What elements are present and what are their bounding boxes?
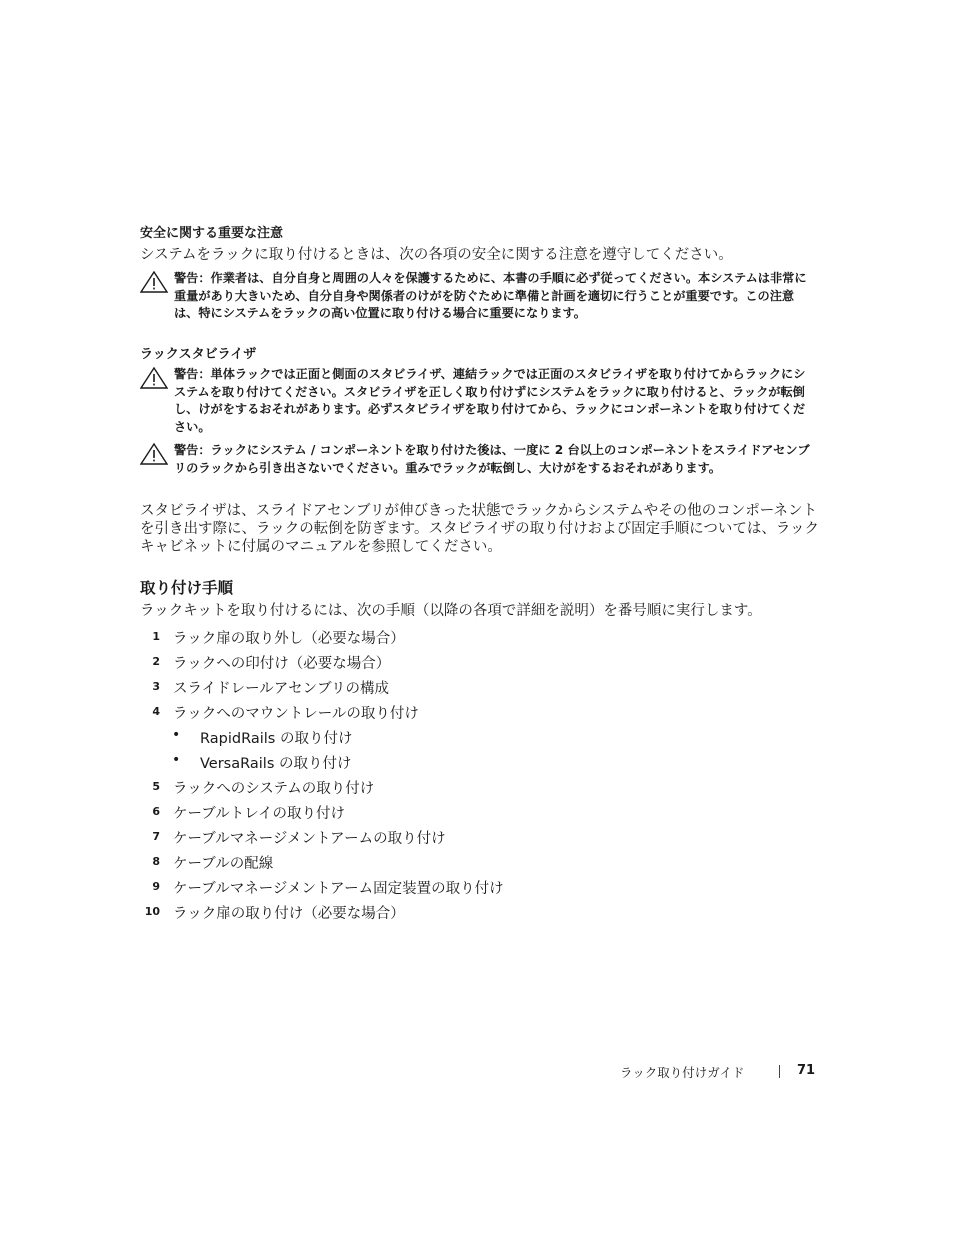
step-label: ケーブルトレイの取り付け: [173, 806, 345, 822]
footer-separator: [779, 1065, 780, 1078]
warning-triangle-icon: [140, 442, 168, 466]
step-label: ラック扉の取り付け（必要な場合）: [173, 906, 405, 922]
step-number: 8: [152, 855, 160, 868]
bullet-icon: •: [172, 727, 181, 743]
footer-section-title: ラック取り付けガイド: [620, 1065, 745, 1080]
safety-intro: システムをラックに取り付けるときは、次の各項の安全に関する注意を遵守してください。: [140, 247, 733, 263]
step-label: ラックへのマウントレールの取り付け: [173, 706, 419, 722]
step-number: 6: [152, 805, 160, 818]
sub-item-label: RapidRails の取り付け: [200, 731, 353, 747]
step-label: ラックへの印付け（必要な場合）: [173, 656, 391, 672]
warning-2: [140, 366, 820, 436]
warning-3: [140, 442, 820, 496]
step-label: ラック扉の取り外し（必要な場合）: [173, 631, 405, 647]
step-number: 9: [152, 880, 160, 893]
warning-triangle-icon: [140, 366, 168, 390]
step-number: 2: [152, 655, 160, 668]
procedure-heading: 取り付け手順: [140, 579, 234, 597]
page-number: 71: [797, 1063, 816, 1078]
stabilizer-heading: ラックスタビライザ: [140, 347, 257, 362]
sub-item-label: VersaRails の取り付け: [200, 756, 352, 772]
step-label: ラックへのシステムの取り付け: [173, 781, 375, 797]
safety-heading: 安全に関する重要な注意: [140, 226, 284, 241]
step-label: ケーブルマネージメントアームの取り付け: [173, 831, 446, 847]
warning-triangle-icon: [140, 270, 168, 294]
step-label: ケーブルマネージメントアーム固定装置の取り付け: [173, 881, 504, 897]
warning-3-text: 警告：ラックにシステム / コンポーネントを取り付けた後は、一度に 2 台以上のコンポーネントをスライドアセンブリのラックから引き出さないでください。重みでラックが転倒し、大けがをするおそれがあります。: [174, 443, 810, 475]
step-number: 4: [152, 705, 160, 718]
step-number: 1: [152, 630, 160, 643]
step-number: 10: [144, 905, 160, 918]
step-label: ケーブルの配線: [173, 856, 274, 872]
step-number: 3: [152, 680, 160, 693]
step-number: 7: [152, 830, 160, 843]
step-label: スライドレールアセンブリの構成: [173, 681, 390, 697]
procedure-intro: ラックキットを取り付けるには、次の手順（以降の各項で詳細を説明）を番号順に実行します。: [140, 603, 762, 619]
warning-2-text: 警告：単体ラックでは正面と側面のスタビライザ、連結ラックでは正面のスタビライザを取り付けてからラックにシステムを取り付けてください。スタビライザを正しく取り付けずにシステムをラックに取り付けると、ラックが転倒し、けがをするおそれがあります。必ずスタビライザを取り付けてから、ラックにコンポーネントを取り付けてください。: [174, 367, 806, 434]
stabilizer-body: スタビライザは、スライドアセンブリが伸びきった状態でラックからシステムやその他のコンポーネントを引き出す際に、ラックの転倒を防ぎます。スタビライザの取り付けおよび固定手順については、ラックキャビネットに付属のマニュアルを参照してください。: [140, 503, 820, 555]
bullet-icon: •: [172, 752, 181, 768]
step-number: 5: [152, 780, 160, 793]
warning-1-text: 警告：作業者は、自分自身と周囲の人々を保護するために、本書の手順に必ず従ってください。本システムは非常に重量があり大きいため、自分自身や関係者のけがを防ぐために準備と計画を適切に行うことが重要です。この注意は、特にシステムをラックの高い位置に取り付ける場合に重要になります。: [174, 271, 807, 320]
warning-1: [140, 270, 820, 324]
